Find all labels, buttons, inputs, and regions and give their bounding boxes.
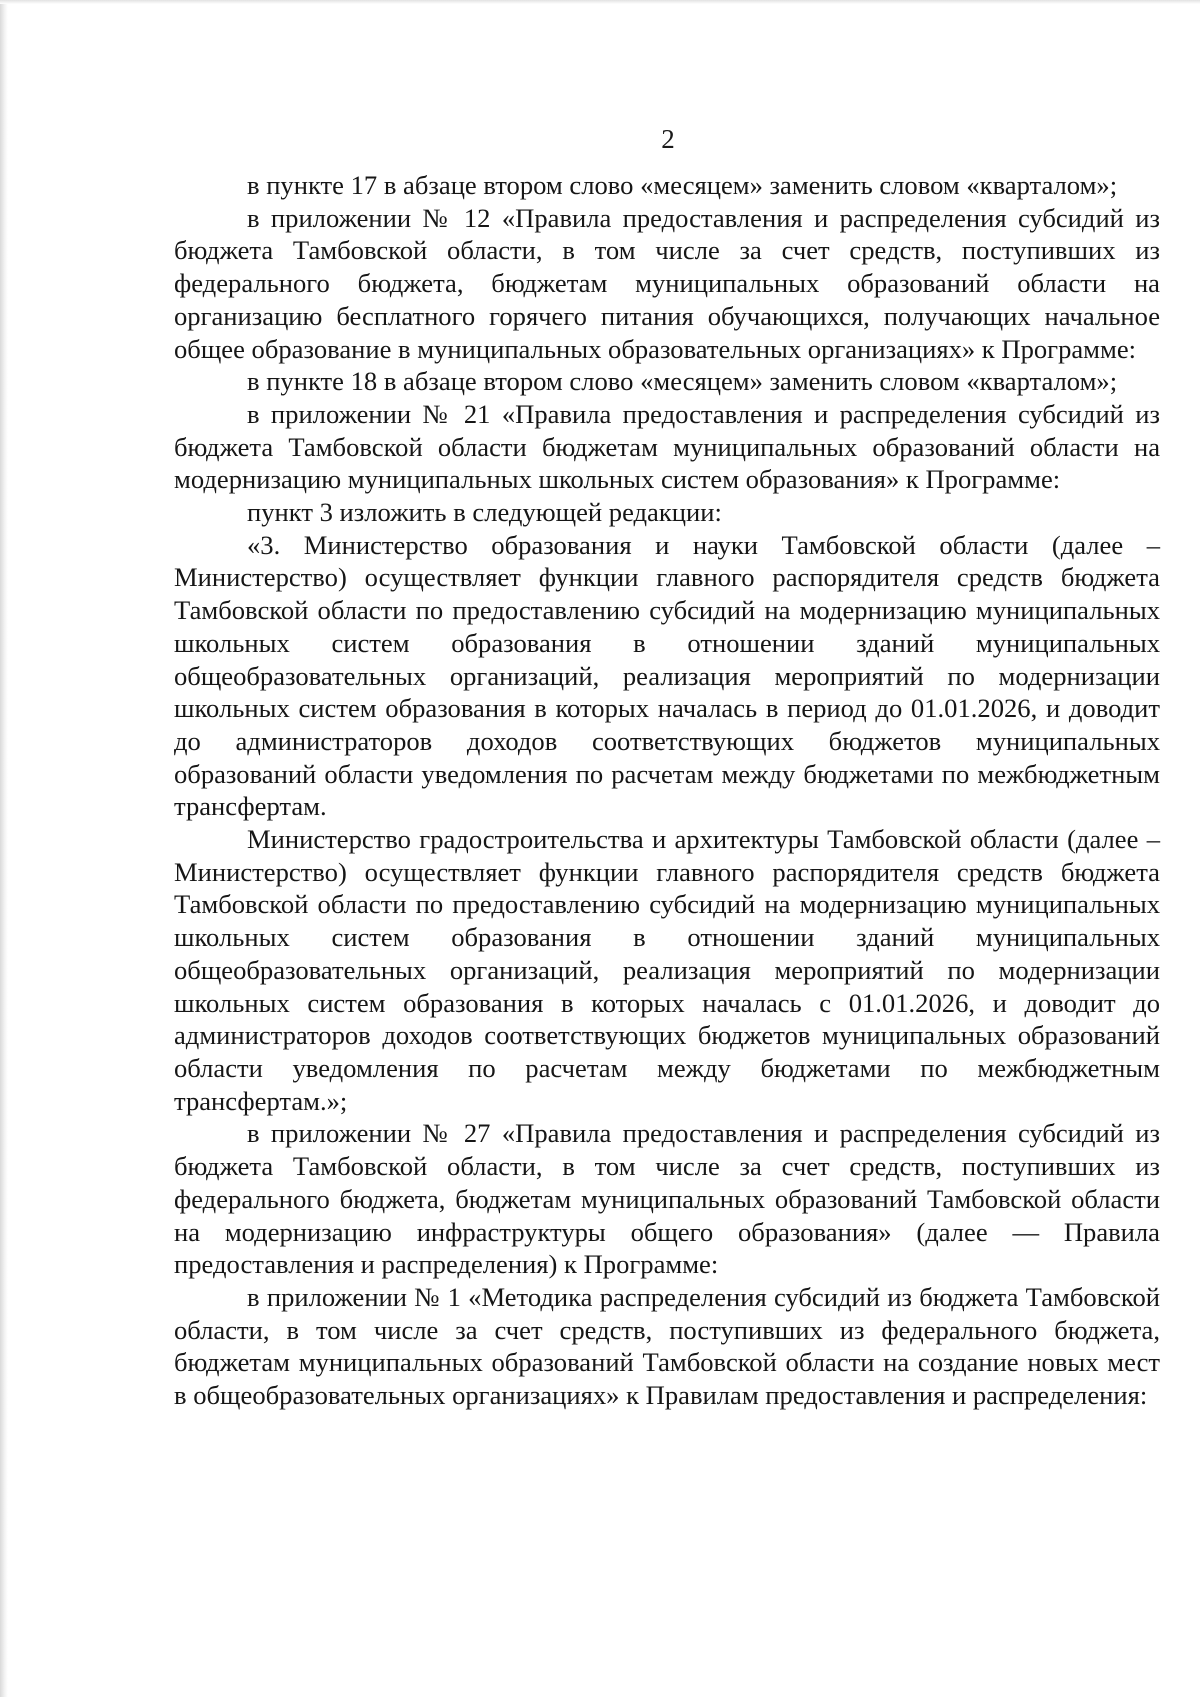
- paragraph-8: в приложении № 27 «Правила предоставления и распределения субсидий из бюджета Тамбовской области, в том числе за счет средств, поступивших из федерального бюджета, бюджетам муниципальных образований Тамбовской области на модернизацию инфраструктуры общего образования» (далее — Правила предоставления и распределения) к Программе:: [174, 1118, 1160, 1280]
- paragraph-2: в приложении № 12 «Правила предоставления и распределения субсидий из бюджета Тамбовской области, в том числе за счет средств, поступивших из федерального бюджета, бюджетам муниципальных образований области на организацию бесплатного горячего питания обучающихся, получающих начальное общее образование в муниципальных образовательных организациях» к Программе:: [174, 202, 1160, 364]
- scan-edge-shadow: [0, 0, 8, 1697]
- page-number: 2: [661, 124, 675, 154]
- paragraph-6: «3. Министерство образования и науки Тамбовской области (далее – Министерство) осуществляет функции главного распорядителя средств бюджета Тамбовской области по предоставлению субсидий на модернизацию муниципальных школьных систем образования в отношении зданий муниципальных общеобразовательных организаций, реализация мероприятий по модернизации школьных систем образования в которых началась в период до 01.01.2026, и доводит до администраторов доходов соответствующих бюджетов муниципальных образований области уведомления по расчетам между бюджетами по межбюджетным трансфертам.: [174, 529, 1160, 822]
- document-body: [174, 169, 1160, 1412]
- scan-top-shadow: [0, 0, 1200, 4]
- paragraph-3: в пункте 18 в абзаце втором слово «месяцем» заменить словом «кварталом»;: [247, 366, 1118, 397]
- paragraph-4: в приложении № 21 «Правила предоставления и распределения субсидий из бюджета Тамбовской области бюджетам муниципальных образований области на модернизацию муниципальных школьных систем образования» к Программе:: [174, 398, 1160, 495]
- paragraph-5: пункт 3 изложить в следующей редакции:: [247, 497, 722, 528]
- paragraph-7: Министерство градостроительства и архитектуры Тамбовской области (далее – Министерство) осуществляет функции главного распорядителя средств бюджета Тамбовской области по предоставлению субсидий на модернизацию муниципальных школьных систем образования в отношении зданий муниципальных общеобразовательных организаций, реализация мероприятий по модернизации школьных систем образования в которых началась с 01.01.2026, и доводит до администраторов доходов соответствующих бюджетов муниципальных образований области уведомления по расчетам между бюджетами по межбюджетным трансфертам.»;: [174, 824, 1160, 1116]
- paragraph-9: в приложении № 1 «Методика распределения субсидий из бюджета Тамбовской области, в том числе за счет средств, поступивших из федерального бюджета, бюджетам муниципальных образований Тамбовской области на создание новых мест в общеобразовательных организациях» к Правилам предоставления и распределения:: [174, 1281, 1160, 1411]
- paragraph-1: в пункте 17 в абзаце втором слово «месяцем» заменить словом «кварталом»;: [247, 170, 1118, 200]
